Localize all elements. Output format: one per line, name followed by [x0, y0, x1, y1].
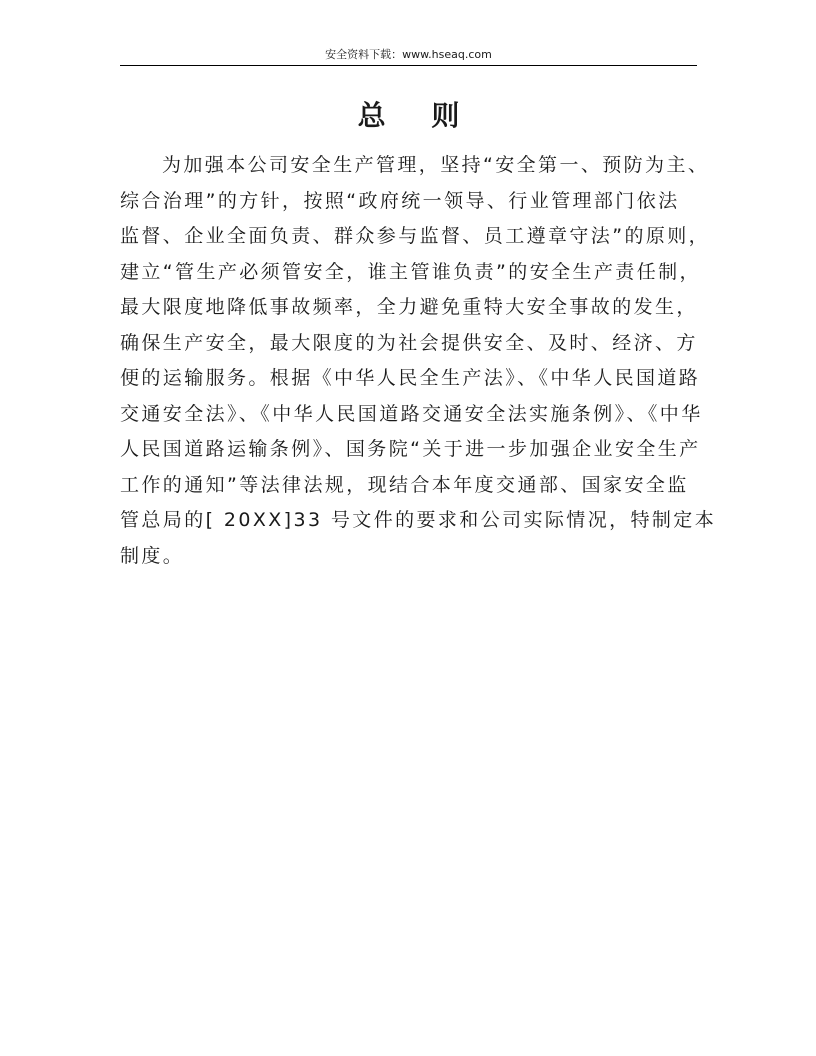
- page-header: [120, 48, 697, 66]
- document-body: [120, 148, 717, 574]
- body-line: 最大限度地降低事故频率，全力避免重特大安全事故的发生，: [120, 296, 698, 318]
- body-line: 人民国道路运输条例》、国务院“关于进一步加强企业安全生产: [120, 438, 701, 460]
- document-title: 总 则: [357, 99, 478, 132]
- body-line: 为加强本公司安全生产管理，坚持“安全第一、预防为主、: [162, 154, 710, 176]
- header-rule: [120, 65, 697, 66]
- body-line: 确保生产安全，最大限度的为社会提供安全、及时、经济、方: [120, 331, 698, 354]
- body-line: 工作的通知”等法律法规，现结合本年度交通部、国家安全监: [120, 473, 689, 496]
- body-line: 建立“管生产必须管安全，谁主管谁负责”的安全生产责任制，: [120, 260, 701, 283]
- body-line: 监督、企业全面负责、群众参与监督、员工遵章守法”的原则，: [120, 225, 711, 247]
- body-line: 交通安全法》、《中华人民国道路交通安全法实施条例》、《中华: [120, 402, 703, 425]
- body-line: 制度。: [120, 544, 185, 567]
- header-text: 安全资料下载：www.hseaq.com: [325, 48, 492, 61]
- body-line: 综合治理”的方针，按照“政府统一领导、行业管理部门依法: [120, 189, 680, 212]
- body-line: 便的运输服务。根据《中华人民全生产法》、《中华人民国道路: [120, 367, 701, 389]
- body-line: 管总局的[ 20XX]33 号文件的要求和公司实际情况，特制定本: [120, 509, 717, 531]
